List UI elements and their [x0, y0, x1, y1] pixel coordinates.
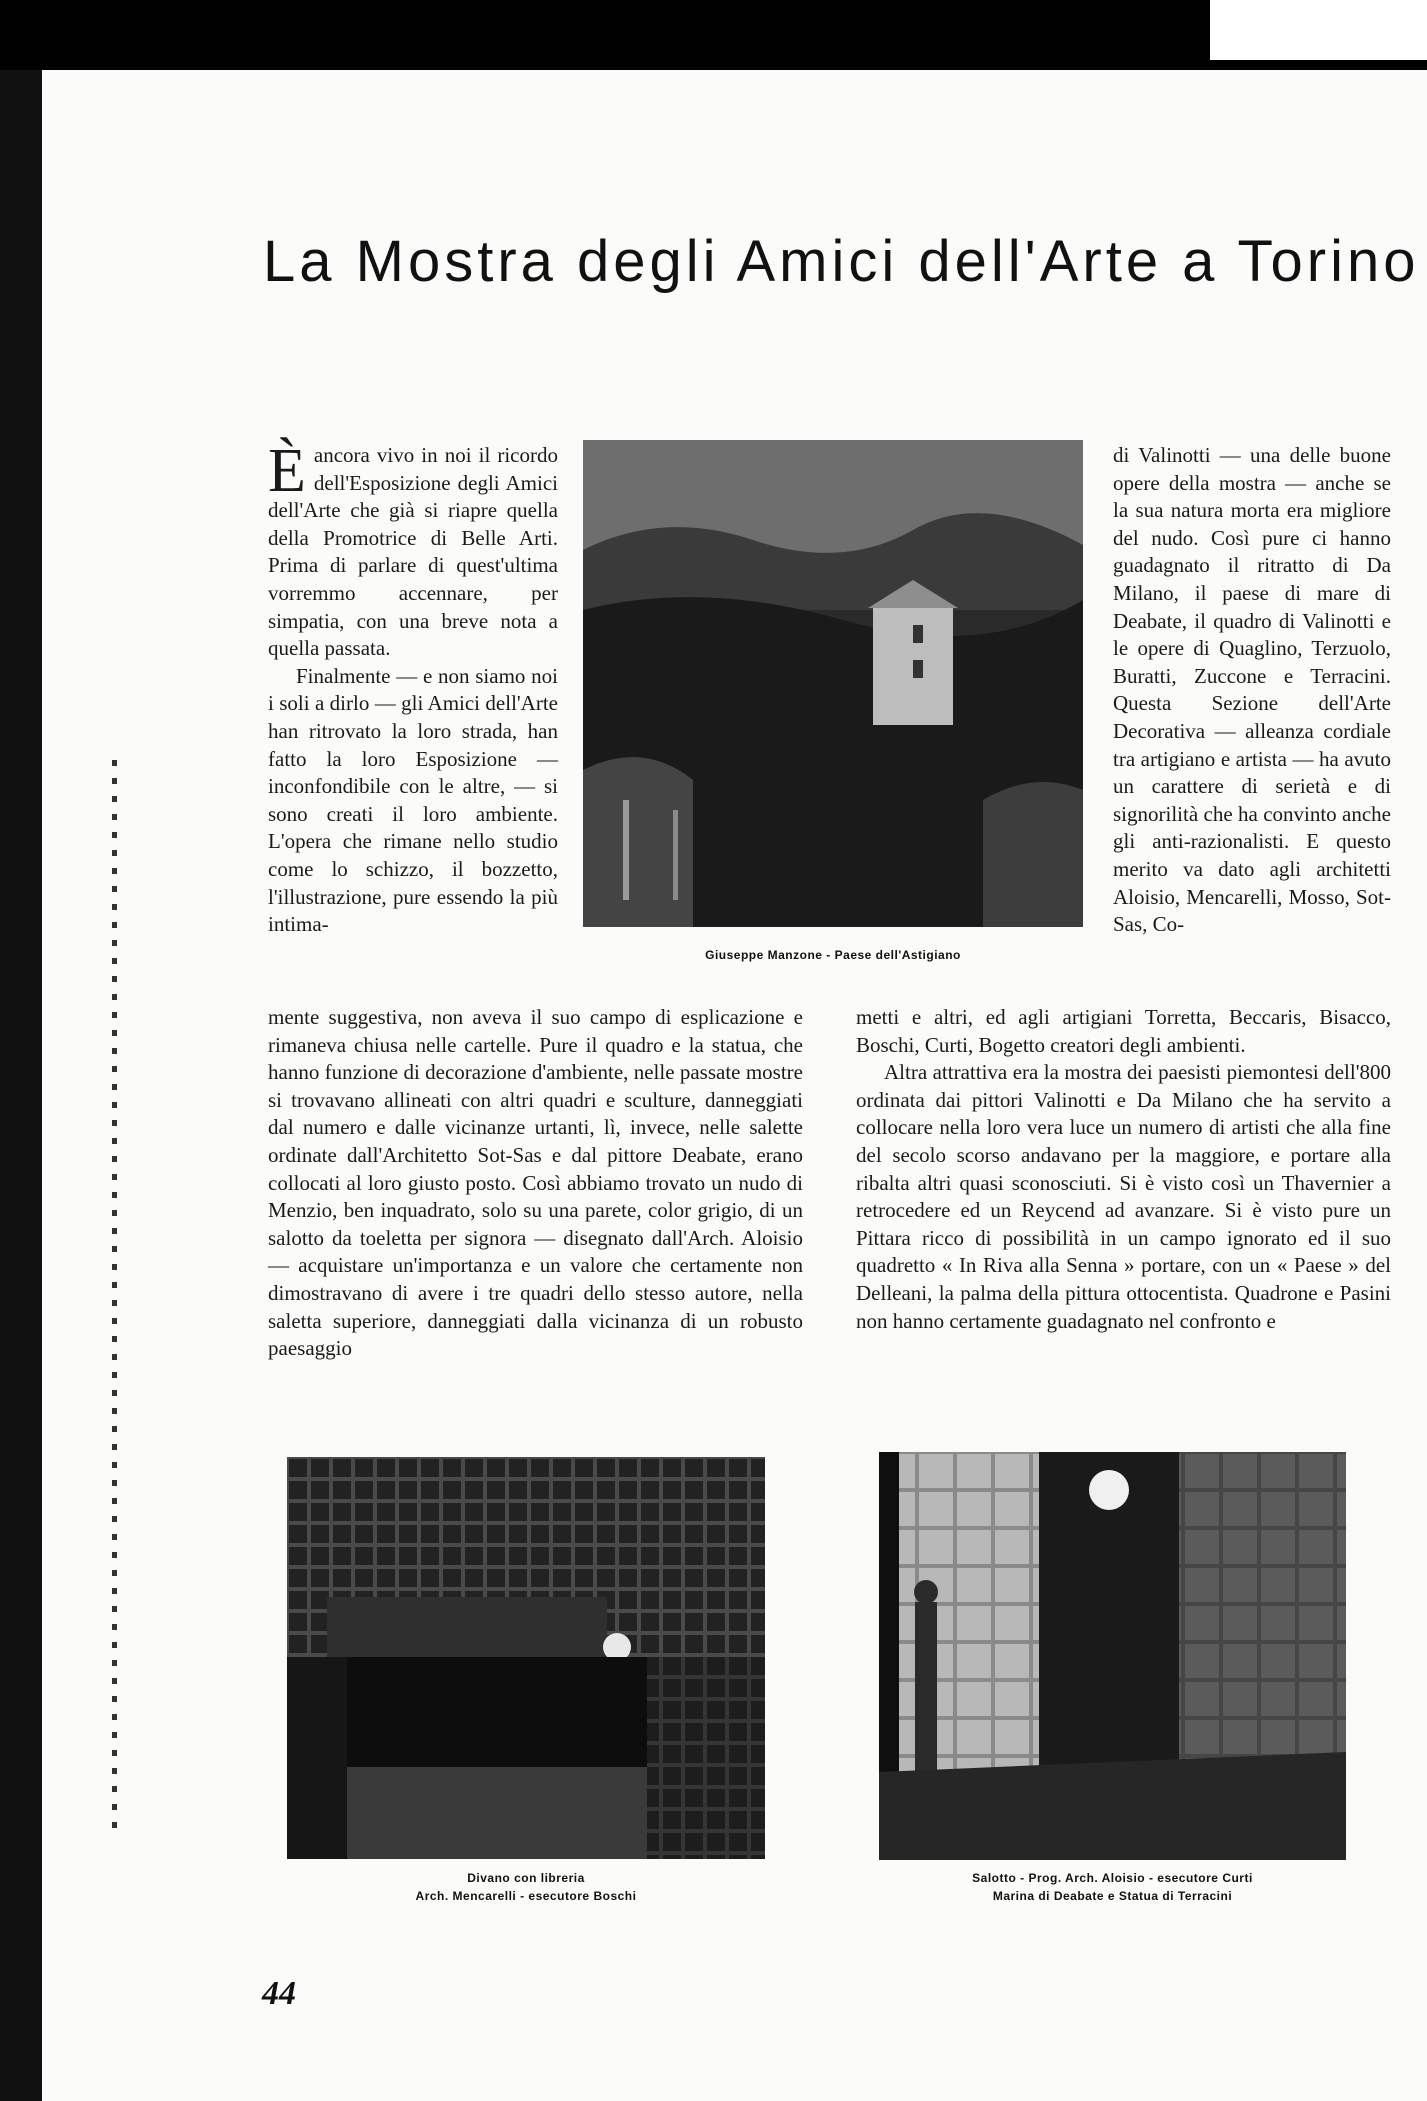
binding-holes: [112, 760, 117, 1840]
painting-caption: Giuseppe Manzone - Paese dell'Astigiano: [705, 948, 961, 962]
painting-photo: [583, 440, 1083, 927]
article-intro: ancora vivo in noi il ricordo dell'Esposizione degli Amici dell'Arte che già si riapre quella della Promotrice di Belle Arti. Prima di parlare di quest'ultima vorremmo accennare, per simpatia, con una breve nota a quella passata.: [268, 443, 558, 661]
salotto-statue-image: [879, 1452, 1346, 1860]
sofa-caption-line-1: Divano con libreria: [467, 1871, 585, 1885]
scan-top-margin: [1210, 0, 1427, 60]
article-column-left: [268, 437, 558, 939]
landscape-painting-image: [583, 440, 1083, 927]
interior-photo-salotto: [879, 1452, 1346, 1860]
scan-left-edge: [0, 70, 42, 2101]
drop-cap: È: [268, 437, 306, 505]
interior-photo-sofa: [287, 1457, 765, 1859]
article-column-right: [856, 1004, 1391, 1335]
article-title: La Mostra degli Amici dell'Arte a Torino: [263, 229, 1420, 294]
article-paragraph-3: mente suggestiva, non aveva il suo campo di esplicazione e rimaneva chiusa nelle cartelle. Pure il quadro e la statua, che hanno funzione di decorazione d'ambiente, nelle passate mostre si trovavano allineati con altri quadri e sculture, danneggiati dal numero e dalle vicinanze urtanti, lì, invece, nelle salette ordinate dall'Architetto Sot-Sas e dal pittore Deabate, erano collocati al loro giusto posto. Così abbiamo trovato un nudo di Menzio, ben inquadrato, solo su una parete, color grigio, di un salotto da toeletta per signora — disegnato dall'Arch. Aloisio — acquistare un'importanza e un valore che certamente non dimostravano di avere i tre quadri dello stesso autore, nella saletta superiore, danneggiati dalla vicinanza di un robusto paesaggio: [268, 1005, 803, 1361]
article-paragraph-6: Altra attrattiva era la mostra dei paesisti piemontesi dell'800 ordinata dai pittori Valinotti e Da Milano che ha servito a collocare nella loro vera luce un numero di artisti che alla fine del secolo scorso andavano per la maggiore, e portare alla ribalta altri quasi sconosciuti. Si è visto così un Thavernier a retrocedere ed un Reycend ad avanzare. Si è visto pure un Pittara ricco di possibilità in un campo ignorato ed il suo quadretto « In Riva alla Senna » portare, con un « Paese » del Delleani, la palma della pittura ottocentista. Quadrone e Pasini non hanno certamente guadagnato nel confronto e: [856, 1060, 1391, 1333]
salotto-caption-line-1: Salotto - Prog. Arch. Aloisio - esecutore Curti: [972, 1871, 1253, 1885]
salotto-caption-line-2: Marina di Deabate e Statua di Terracini: [992, 1889, 1233, 1903]
sofa-caption-line-2: Arch. Mencarelli - esecutore Boschi: [415, 1889, 637, 1903]
article-paragraph-2: Finalmente — e non siamo noi i soli a dirlo — gli Amici dell'Arte han ritrovato la loro strada, han fatto la loro Esposizione — inconfondibile con le altre, — si sono creati il loro ambiente. L'opera che rimane nello studio come lo schizzo, il bozzetto, l'illustrazione, pure essendo la più intima-: [268, 663, 558, 937]
article-column-right-top: [1113, 442, 1391, 939]
article-paragraph-4: di Valinotti — una delle buone opere della mostra — anche se la sua natura morta era migliore del nudo. Così pure ci hanno guadagnato il ritratto di Da Milano, il paese di mare di Deabate, il quadro di Valinotti e le opere di Quaglino, Terzuolo, Buratti, Zuccone e Terracini. Questa Sezione dell'Arte Decorativa — alleanza cordiale tra artigiano e artista — ha avuto un carattere di serietà e di signorilità che ha convinto anche gli anti-razionalisti. E questo merito va dato agli architetti Aloisio, Mencarelli, Mosso, Sot-Sas, Co-: [1113, 443, 1391, 937]
article-paragraph-5: metti e altri, ed agli artigiani Torretta, Beccaris, Bisacco, Boschi, Curti, Bogetto creatori degli ambienti.: [856, 1005, 1391, 1057]
page-number: 44: [262, 1975, 296, 2012]
sofa-bookcase-image: [287, 1457, 765, 1859]
article-column-middle: [268, 1004, 803, 1363]
